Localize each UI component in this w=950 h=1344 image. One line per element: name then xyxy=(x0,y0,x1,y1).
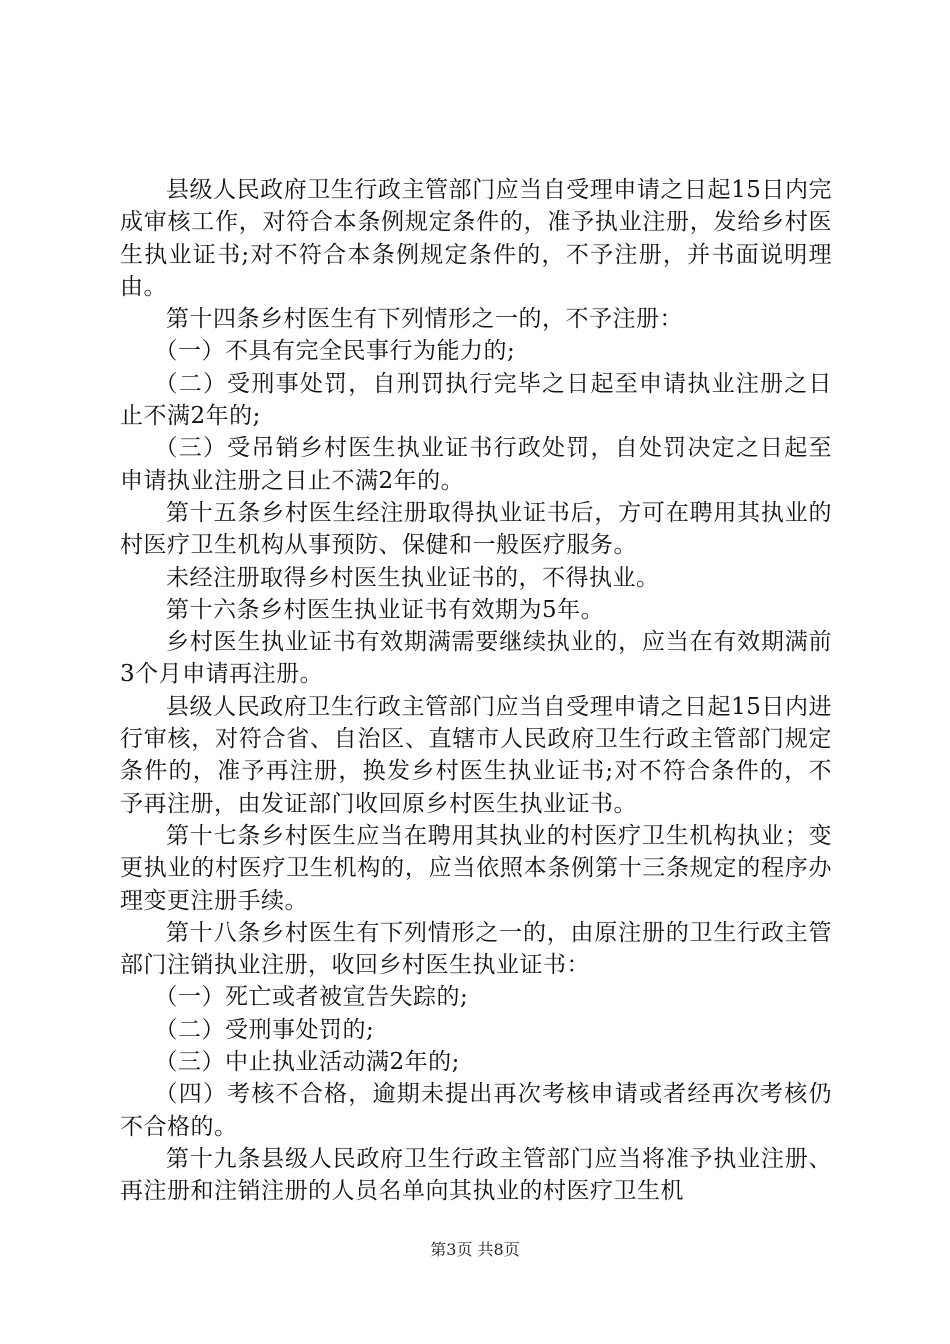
paragraph: 未经注册取得乡村医生执业证书的，不得执业。 xyxy=(166,564,660,591)
list-item: （四）考核不合格，逾期未提出再次考核申请或者经再次考核仍不合格的。 xyxy=(120,1081,832,1140)
article-19-paragraph: 第十九条县级人民政府卫生行政主管部门应当将准予执业注册、再注册和注销注册的人员名单向其执业的村医疗卫生机 xyxy=(120,1145,832,1205)
article-17-paragraph: 第十七条乡村医生应当在聘用其执业的村医疗卫生机构执业；变更执业的村医疗卫生机构的，应当依照本条例第十三条规定的程序办理变更注册手续。 xyxy=(120,822,832,914)
article-14-heading: 第十四条乡村医生有下列情形之一的，不予注册： xyxy=(166,306,683,333)
list-item: （三）中止执业活动满2年的; xyxy=(154,1049,460,1076)
list-item: （二）受刑事处罚，自刑罚执行完毕之日起至申请执业注册之日止不满2年的; xyxy=(120,370,832,430)
article-15-paragraph: 第十五条乡村医生经注册取得执业证书后，方可在聘用其执业的村医疗卫生机构从事预防、保健和一般医疗服务。 xyxy=(120,499,832,559)
paragraph: 县级人民政府卫生行政主管部门应当自受理申请之日起15日内完成审核工作，对符合本条例规定条件的，准予执业注册，发给乡村医生执业证书;对不符合本条例规定条件的，不予注册，并书面说明理由。 xyxy=(120,177,832,300)
paragraph: 县级人民政府卫生行政主管部门应当自受理申请之日起15日内进行审核，对符合省、自治区、直辖市人民政府卫生行政主管部门规定条件的，准予再注册，换发乡村医生执业证书;对不符合条件的，不予再注册，由发证部门收回原乡村医生执业证书。 xyxy=(120,693,832,817)
document-body xyxy=(120,174,832,1208)
list-item: （一）死亡或者被宣告失踪的; xyxy=(154,984,469,1011)
paragraph: 乡村医生执业证书有效期满需要继续执业的，应当在有效期满前3个月申请再注册。 xyxy=(120,629,832,688)
page-number-footer: 第3页 共8页 xyxy=(430,1240,520,1259)
article-18-paragraph: 第十八条乡村医生有下列情形之一的，由原注册的卫生行政主管部门注销执业注册，收回乡村医生执业证书： xyxy=(120,919,832,979)
list-item: （二）受刑事处罚的; xyxy=(154,1016,375,1043)
list-item: （三）受吊销乡村医生执业证书行政处罚，自处罚决定之日起至申请执业注册之日止不满2年的。 xyxy=(120,435,832,494)
list-item: （一）不具有完全民事行为能力的; xyxy=(154,338,516,365)
article-16-paragraph: 第十六条乡村医生执业证书有效期为5年。 xyxy=(166,596,605,623)
